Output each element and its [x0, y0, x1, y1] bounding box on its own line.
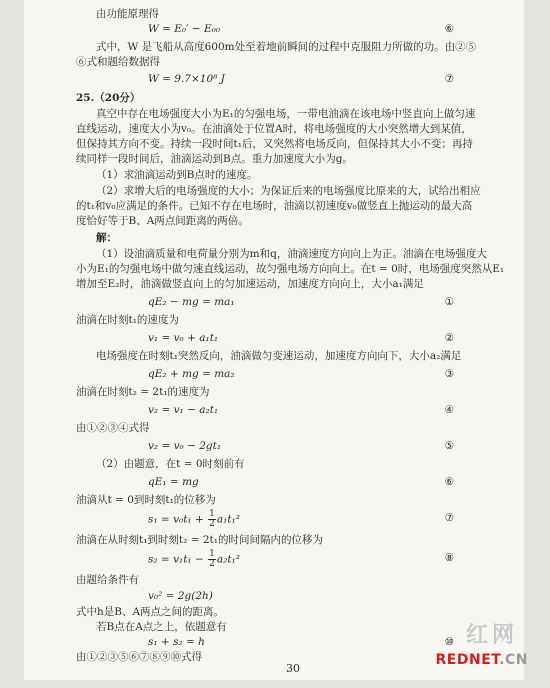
equation: [148, 510, 240, 529]
text-line: （2）由题意，在t = 0时刻前有: [96, 458, 245, 470]
text-line: 由题给条件有: [76, 574, 139, 586]
watermark-site-red: REDNET: [435, 652, 500, 668]
equation: W = 9.7×10⁸ J: [148, 73, 225, 85]
equation-number: ②: [444, 332, 454, 344]
text-line: 油滴从t = 0到时刻t₁的位移为: [76, 494, 216, 506]
text-line: 由功能原理得: [96, 8, 159, 20]
text-line: 油滴在从时刻t₁到时刻t₂ = 2t₁的时间间隔内的位移为: [76, 534, 323, 546]
fraction-numerator: 1: [209, 509, 215, 519]
text-line: （1）设油滴质量和电荷量分别为m和q，油滴速度方向向上为正。油滴在电场强度大: [96, 248, 487, 260]
text-line: 度恰好等于B、A两点间距离的两倍。: [76, 215, 249, 227]
watermark-logo: [436, 618, 528, 668]
equation-number: ⑤: [444, 440, 454, 452]
equation-lhs: s₁ = v₀t₁ +: [148, 513, 208, 526]
watermark-site: [436, 652, 528, 668]
equation-rhs: a₁t₁²: [216, 513, 240, 526]
text-line: 油滴在时刻t₁的速度为: [76, 314, 179, 326]
equation: v₂ = v₁ − a₂t₁: [148, 404, 219, 416]
equation-number: ⑥: [444, 23, 454, 35]
document-page: [24, 0, 524, 680]
equation-number: ⑩: [444, 636, 454, 648]
question-heading: 25.（20分）: [76, 92, 141, 104]
fraction-half: [208, 510, 216, 529]
equation-number: ④: [444, 404, 454, 416]
equation-number: ⑦: [444, 73, 454, 85]
equation-number: ⑥: [444, 476, 454, 488]
equation-rhs: a₂t₁²: [216, 553, 240, 566]
text-line: 由①②③④式得: [76, 422, 150, 434]
text-line: 若B点在A点之上，依题意有: [96, 621, 227, 633]
text-line: 油滴在时刻t₂ = 2t₁的速度为: [76, 386, 210, 398]
text-line: 由①②③⑤⑥⑦⑧⑨⑩式得: [76, 651, 202, 663]
equation-number: ①: [444, 296, 454, 308]
equation: W = E₀′ − E₀₀: [148, 23, 221, 35]
text-line: 增加至E₂时，油滴做竖直向上的匀加速运动，加速度方向向上，大小a₁满足: [76, 278, 424, 290]
text-line: 式中h是B、A两点之间的距离。: [76, 606, 225, 618]
text-line: 但保持其方向不变。持续一段时间t₁后，又突然将电场反向，但保持其大小不变；再持: [76, 138, 473, 150]
equation-lhs: s₂ = v₁t₁ −: [148, 553, 208, 566]
equation: v₂ = v₀ − 2gt₁: [148, 440, 222, 452]
fraction-numerator: 1: [209, 549, 215, 559]
equation: s₁ + s₂ = h: [148, 636, 205, 648]
text-line: （1）求油滴运动到B点时的速度。: [96, 169, 258, 181]
watermark-chinese: 红网: [465, 623, 518, 648]
text-line: 式中，W 是飞船从高度600m处至着地前瞬间的过程中克服阻力所做的功。由②⑤: [96, 41, 477, 53]
fraction-half: [208, 550, 216, 569]
text-line: ⑥式和题给数据得: [76, 56, 160, 68]
text-line: 直线运动，速度大小为v₀。在油滴处于位置A时，将电场强度的大小突然增大到某值，: [76, 123, 472, 135]
text-line: 小为E₁的匀强电场中做匀速直线运动，故匀强电场方向向上。在t = 0时，电场强度突然从E₁: [76, 263, 505, 275]
fraction-denominator: 2: [209, 519, 215, 529]
equation-number: ⑧: [444, 552, 454, 564]
text-line: 续同样一段时间后，油滴运动到B点。重力加速度大小为g。: [76, 153, 353, 165]
page-number: 30: [286, 662, 300, 675]
equation: v₀² = 2g(2h): [148, 590, 213, 602]
equation-number: ⑦: [444, 512, 454, 524]
text-line: 真空中存在电场强度大小为E₁的匀强电场，一带电油滴在该电场中竖直向上做匀速: [96, 108, 476, 120]
equation: v₁ = v₀ + a₁t₁: [148, 332, 219, 344]
watermark-site-grey: .CN: [499, 652, 528, 668]
equation: qE₂ − mg = ma₁: [148, 296, 235, 308]
text-line: 电场强度在时刻t₁突然反向，油滴做匀变速运动，加速度方向向下，大小a₂满足: [96, 350, 462, 362]
solution-heading: 解：: [96, 232, 117, 244]
text-line: 的t₁和v₀应满足的条件。已知不存在电场时，油滴以初速度v₀做竖直上抛运动的最大高: [76, 200, 473, 212]
fraction-denominator: 2: [209, 559, 215, 569]
equation-number: ③: [444, 368, 454, 380]
equation: qE₁ = mg: [148, 476, 199, 488]
text-line: （2）求增大后的电场强度的大小；为保证后来的电场强度比原来的大，试给出相应: [96, 185, 481, 197]
equation: qE₂ + mg = ma₂: [148, 368, 235, 380]
equation: [148, 550, 240, 569]
